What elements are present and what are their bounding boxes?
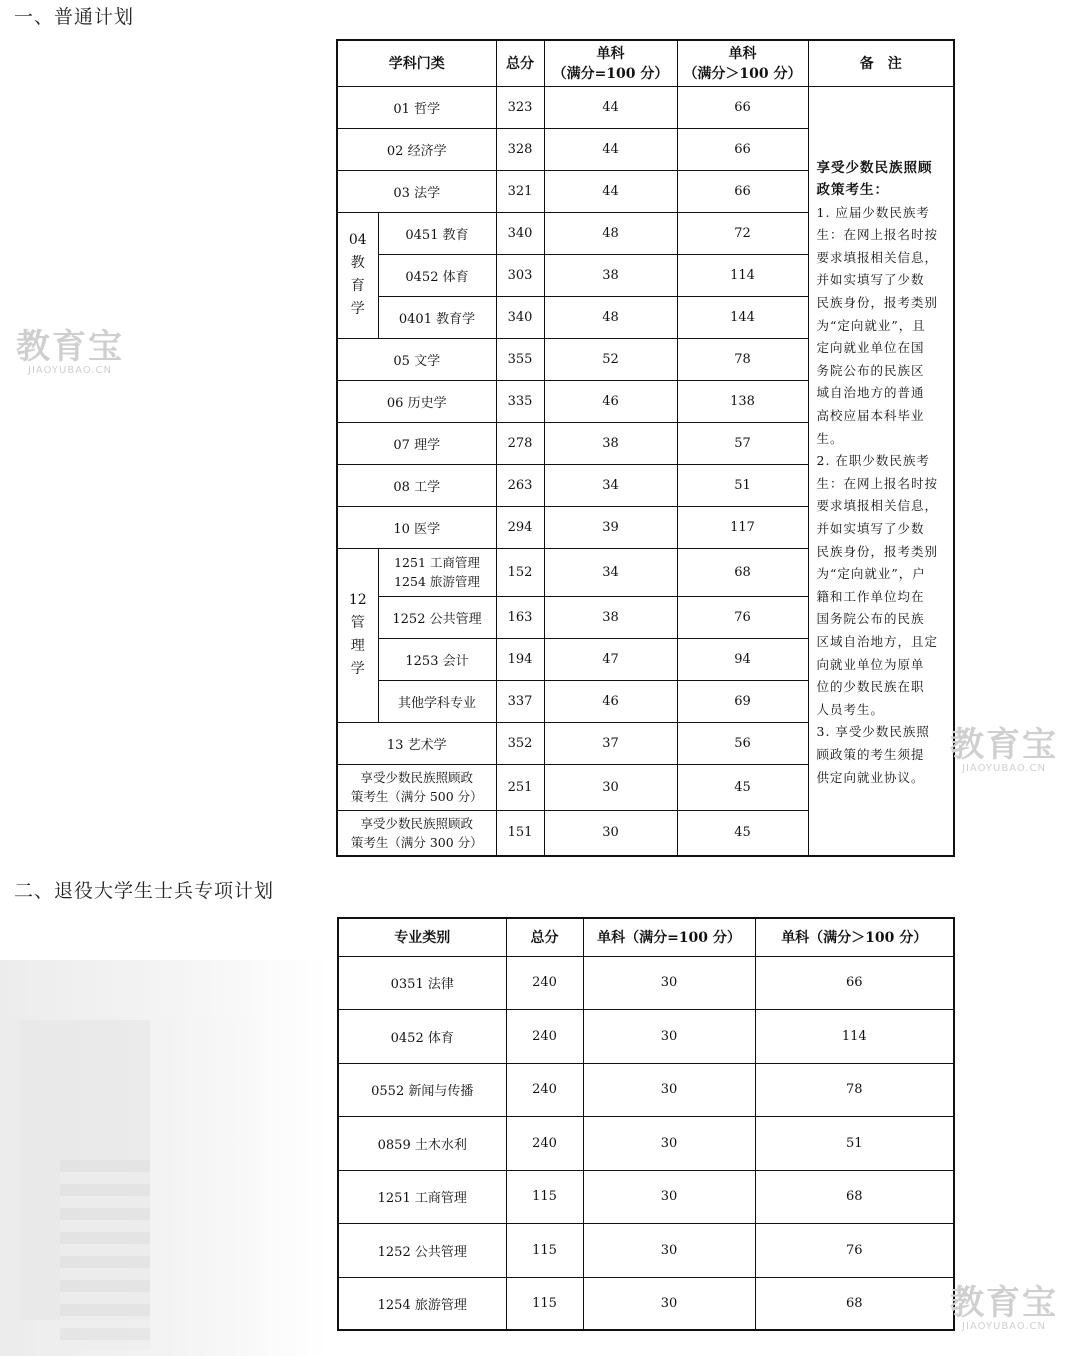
header-single-over-100: 单科（满分＞100 分） <box>755 918 954 956</box>
table-cell: 05 文学 <box>337 338 496 380</box>
section-title-veteran-plan: 二、退役大学生士兵专项计划 <box>14 880 275 902</box>
table-cell: 37 <box>544 722 677 764</box>
cell-text: 教育宝 <box>16 327 124 367</box>
header-total: 总分 <box>496 40 544 86</box>
table-cell: 0452 体育 <box>338 1009 506 1063</box>
table-cell: 72 <box>677 212 808 254</box>
table-cell: 240 <box>506 1063 583 1116</box>
table-cell: 115 <box>506 1223 583 1277</box>
cell-text: 民族身份，报考类别 <box>816 543 939 559</box>
table-cell: 115 <box>506 1170 583 1223</box>
table-row <box>338 1277 954 1330</box>
watermark-logo <box>16 327 124 376</box>
table-cell: 278 <box>496 422 544 464</box>
table-cell: 76 <box>755 1223 954 1277</box>
table-cell: 94 <box>677 638 808 680</box>
table-cell: 39 <box>544 506 677 548</box>
table-cell: 337 <box>496 680 544 722</box>
table-cell: 56 <box>677 722 808 764</box>
table-cell: 115 <box>506 1277 583 1330</box>
table-cell: 66 <box>677 86 808 128</box>
table-header-row <box>338 918 954 956</box>
table-cell: 163 <box>496 596 544 638</box>
header-note: 备 注 <box>808 40 954 86</box>
cell-text: 理 <box>350 638 365 654</box>
watermark-logo <box>950 725 1058 774</box>
cell-text: JIAOYUBAO.CN <box>28 365 112 376</box>
table-cell: 45 <box>677 764 808 810</box>
table-cell <box>378 548 496 596</box>
cell-text: 1251 工商管理 <box>394 555 480 570</box>
table-cell: 1252 公共管理 <box>338 1223 506 1277</box>
table-row <box>338 1116 954 1170</box>
cell-text: 单科 <box>596 46 625 63</box>
table-cell: 34 <box>544 548 677 596</box>
table-cell: 340 <box>496 212 544 254</box>
table-cell: 240 <box>506 956 583 1009</box>
cell-text: 要求填报相关信息， <box>816 249 939 265</box>
table-header-row <box>337 40 954 86</box>
table-cell: 69 <box>677 680 808 722</box>
table-cell: 78 <box>677 338 808 380</box>
table-cell: 144 <box>677 296 808 338</box>
table-cell: 30 <box>583 1170 755 1223</box>
cell-text: 策考生（满分 500 分） <box>350 789 483 804</box>
table-row <box>338 956 954 1009</box>
cell-text: 教育宝 <box>950 1283 1058 1323</box>
header-total: 总分 <box>506 918 583 956</box>
cell-text: 国务院公布的民族 <box>816 611 925 627</box>
table-cell: 138 <box>677 380 808 422</box>
table-cell: 30 <box>583 1063 755 1116</box>
table-cell: 45 <box>677 810 808 856</box>
cell-text: 生：在网上报名时按 <box>816 475 939 491</box>
table-cell: 328 <box>496 128 544 170</box>
table-cell: 44 <box>544 170 677 212</box>
table-cell: 194 <box>496 638 544 680</box>
table-cell: 66 <box>677 170 808 212</box>
table-cell: 340 <box>496 296 544 338</box>
table-row <box>338 1170 954 1223</box>
cell-text: 教 <box>350 255 365 271</box>
table-cell: 152 <box>496 548 544 596</box>
cell-text: 要求填报相关信息， <box>816 498 939 514</box>
table-cell: 34 <box>544 464 677 506</box>
cell-text: 人员考生。 <box>816 701 885 717</box>
note-cell <box>808 86 954 856</box>
cell-text: 单科 <box>728 46 757 63</box>
table-cell <box>337 810 496 856</box>
cell-text: 教育宝 <box>950 725 1058 765</box>
cell-text: （满分＞100 分） <box>683 66 802 83</box>
cell-text: 1. 应届少数民族考 <box>816 204 930 220</box>
table-cell: 30 <box>583 1223 755 1277</box>
cell-text: 并如实填写了少数 <box>816 272 925 288</box>
cell-text: 04 <box>348 232 367 248</box>
table-cell: 117 <box>677 506 808 548</box>
cell-text: 域自治地方的普通 <box>816 385 925 401</box>
cell-text: 定向就业单位在国 <box>816 340 925 356</box>
table-row <box>337 86 954 128</box>
table-cell: 03 法学 <box>337 170 496 212</box>
cell-text: 籍和工作单位均在 <box>816 588 925 604</box>
table-cell: 114 <box>755 1009 954 1063</box>
cell-text: （满分=100 分） <box>552 66 669 83</box>
cell-text: JIAOYUBAO.CN <box>962 1321 1046 1332</box>
table-cell: 66 <box>755 956 954 1009</box>
table-cell: 76 <box>677 596 808 638</box>
cell-text: 生：在网上报名时按 <box>816 227 939 243</box>
cell-text: 策考生（满分 300 分） <box>350 834 483 850</box>
table-cell: 06 历史学 <box>337 380 496 422</box>
table-cell: 114 <box>677 254 808 296</box>
cell-text: 供定向就业协议。 <box>816 769 925 785</box>
cell-text: 向就业单位为原单 <box>816 656 925 672</box>
table-cell <box>337 764 496 810</box>
table-cell: 30 <box>583 956 755 1009</box>
header-single-over-100 <box>677 40 808 86</box>
table-cell: 251 <box>496 764 544 810</box>
table-cell: 303 <box>496 254 544 296</box>
table-cell: 57 <box>677 422 808 464</box>
header-category: 专业类别 <box>338 918 506 956</box>
group-management <box>337 548 378 722</box>
table-cell: 0452 体育 <box>378 254 496 296</box>
cell-text: 1254 旅游管理 <box>394 574 480 589</box>
table-cell: 46 <box>544 380 677 422</box>
cell-text: 享受少数民族照顾政 <box>360 815 473 831</box>
table-cell: 48 <box>544 296 677 338</box>
table-row <box>338 1009 954 1063</box>
table-cell: 46 <box>544 680 677 722</box>
cell-text: 顾政策的考生须提 <box>816 746 925 762</box>
cell-text: JIAOYUBAO.CN <box>962 763 1046 774</box>
table-cell: 1252 公共管理 <box>378 596 496 638</box>
table-cell: 13 艺术学 <box>337 722 496 764</box>
table-cell: 323 <box>496 86 544 128</box>
table-cell: 52 <box>544 338 677 380</box>
cell-text: 民族身份，报考类别 <box>816 295 939 311</box>
table-row <box>338 1063 954 1116</box>
table-cell: 66 <box>677 128 808 170</box>
table-cell: 38 <box>544 422 677 464</box>
cell-text: 为“定向就业”，户 <box>816 566 926 582</box>
cell-text: 政策考生： <box>816 182 889 199</box>
cell-text: 为“定向就业”，且 <box>816 317 926 333</box>
cell-text: 生。 <box>816 430 844 446</box>
cell-text: 育 <box>350 278 365 294</box>
cell-text: 高校应届本科毕业 <box>816 408 925 424</box>
cell-text: 位的少数民族在职 <box>816 679 925 695</box>
table-cell: 51 <box>755 1116 954 1170</box>
table-row <box>338 1223 954 1277</box>
table-cell: 30 <box>583 1009 755 1063</box>
table-cell: 335 <box>496 380 544 422</box>
group-education <box>337 212 378 338</box>
table-cell: 240 <box>506 1116 583 1170</box>
table-cell: 78 <box>755 1063 954 1116</box>
table-cell: 51 <box>677 464 808 506</box>
background-building-image <box>0 960 330 1356</box>
cell-text: 区域自治地方，且定 <box>816 633 939 649</box>
cell-text: 管 <box>350 615 365 631</box>
table-cell: 352 <box>496 722 544 764</box>
cell-text: 享受少数民族照顾 <box>816 159 933 176</box>
table-cell: 44 <box>544 128 677 170</box>
cell-text: 3. 享受少数民族照 <box>816 724 930 740</box>
table-cell: 44 <box>544 86 677 128</box>
table-cell: 47 <box>544 638 677 680</box>
table-cell: 68 <box>755 1277 954 1330</box>
header-single-100 <box>544 40 677 86</box>
watermark-logo <box>950 1283 1058 1332</box>
table-cell: 0401 教育学 <box>378 296 496 338</box>
table-cell: 0351 法律 <box>338 956 506 1009</box>
table-cell: 1254 旅游管理 <box>338 1277 506 1330</box>
cell-text: 12 <box>348 592 367 608</box>
general-plan-table <box>336 39 955 857</box>
table-cell: 0451 教育 <box>378 212 496 254</box>
table-cell: 38 <box>544 254 677 296</box>
table-cell: 07 理学 <box>337 422 496 464</box>
table-cell: 30 <box>583 1116 755 1170</box>
table-cell: 38 <box>544 596 677 638</box>
header-category: 学科门类 <box>337 40 496 86</box>
table-cell: 30 <box>583 1277 755 1330</box>
header-single-100: 单科（满分=100 分） <box>583 918 755 956</box>
table-cell: 其他学科专业 <box>378 680 496 722</box>
table-cell: 48 <box>544 212 677 254</box>
table-cell: 355 <box>496 338 544 380</box>
cell-text: 学 <box>350 661 365 677</box>
veteran-plan-table <box>337 917 955 1331</box>
table-cell: 294 <box>496 506 544 548</box>
table-cell: 263 <box>496 464 544 506</box>
table-cell: 08 工学 <box>337 464 496 506</box>
table-cell: 151 <box>496 810 544 856</box>
table-cell: 30 <box>544 810 677 856</box>
table-cell: 321 <box>496 170 544 212</box>
table-cell: 68 <box>755 1170 954 1223</box>
table-cell: 10 医学 <box>337 506 496 548</box>
table-cell: 0859 土木水利 <box>338 1116 506 1170</box>
table-cell: 1251 工商管理 <box>338 1170 506 1223</box>
section-title-general-plan: 一、普通计划 <box>14 6 135 28</box>
table-cell: 30 <box>544 764 677 810</box>
cell-text: 学 <box>350 301 365 317</box>
cell-text: 并如实填写了少数 <box>816 521 925 536</box>
cell-text: 务院公布的民族区 <box>816 362 925 378</box>
table-cell: 240 <box>506 1009 583 1063</box>
cell-text: 享受少数民族照顾政 <box>360 770 473 785</box>
table-cell: 68 <box>677 548 808 596</box>
table-cell: 1253 会计 <box>378 638 496 680</box>
table-cell: 02 经济学 <box>337 128 496 170</box>
table-cell: 01 哲学 <box>337 86 496 128</box>
table-cell: 0552 新闻与传播 <box>338 1063 506 1116</box>
cell-text: 2. 在职少数民族考 <box>816 453 930 469</box>
